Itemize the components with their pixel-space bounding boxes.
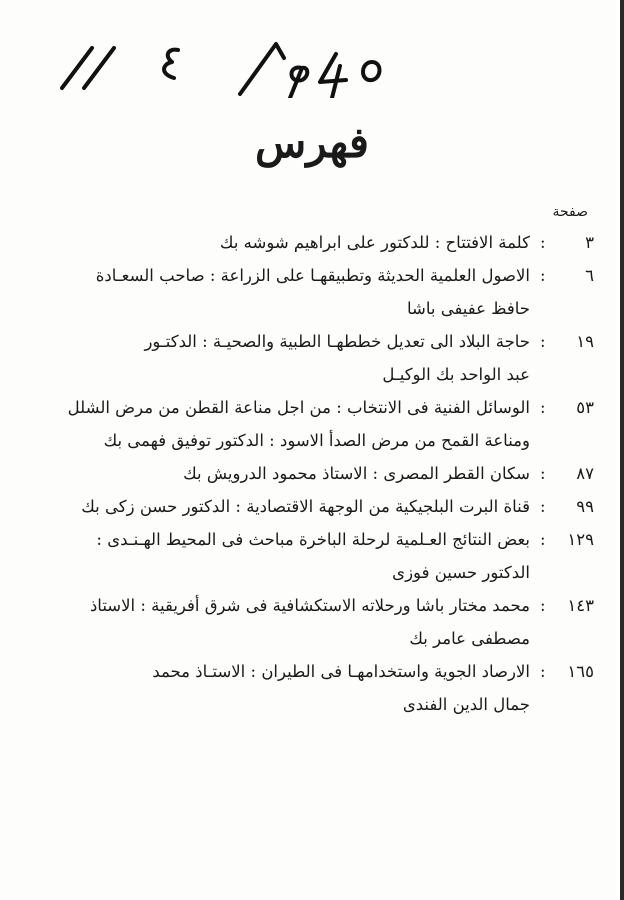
- toc-entry-text: [14, 457, 530, 490]
- handwritten-date-strokes: [40, 18, 420, 98]
- toc-page-number: ١٩: [576, 332, 594, 351]
- toc-separator: :: [540, 266, 546, 285]
- toc-entry-line: عبد الواحد بك الوكيـل: [382, 365, 530, 384]
- toc-entry-line: الاصول العلمية الحديثة وتطبيقهـا على الزراعة : صاحب السعـادة: [95, 266, 530, 285]
- toc-page-number: ١٢٩: [567, 530, 594, 549]
- toc-entry-line: سكان القطر المصرى : الاستاذ محمود الدرويش بك: [183, 464, 530, 483]
- toc-entry-line: الارصاد الجوية واستخدامهـا فى الطيران : الاستـاذ محمد: [152, 662, 530, 681]
- toc-separator: :: [540, 332, 546, 351]
- toc-entry-text: [14, 325, 530, 391]
- toc-entry-text: [14, 226, 530, 259]
- toc-page-number: ٦: [585, 266, 594, 285]
- toc-entry: [14, 391, 594, 457]
- toc-entry-line: الدكتور حسين فوزى: [392, 563, 530, 582]
- toc-page-cell: [530, 259, 594, 292]
- toc-entry-line: مصطفى عامر بك: [409, 629, 530, 648]
- toc-separator: :: [540, 398, 546, 417]
- toc-separator: :: [540, 530, 546, 549]
- toc-page-number: ٥٣: [576, 398, 594, 417]
- table-of-contents: [14, 226, 594, 721]
- toc-entry-line: محمد مختار باشا ورحلاته الاستكشافية فى شرق أفريقية : الاستاذ: [89, 596, 530, 615]
- toc-page-cell: [530, 457, 594, 490]
- toc-entry-line: حافظ عفيفى باشا: [406, 299, 530, 318]
- toc-separator: :: [540, 596, 546, 615]
- toc-entry-text: [14, 490, 530, 523]
- toc-entry-text: [14, 523, 530, 589]
- toc-entry-line: كلمة الافتتاح : للدكتور على ابراهيم شوشه بك: [219, 233, 530, 252]
- toc-page-number: ٨٧: [576, 464, 594, 483]
- toc-entry-text: [14, 259, 530, 325]
- toc-page-cell: [530, 589, 594, 622]
- toc-separator: :: [540, 233, 546, 252]
- toc-entry-text: [14, 391, 530, 457]
- page-title: فهرس: [255, 118, 369, 167]
- toc-entry-line: ومناعة القمح من مرض الصدأ الاسود : الدكتور توفيق فهمى بك: [103, 431, 530, 450]
- toc-entry: [14, 325, 594, 391]
- toc-page-number: ١٦٥: [567, 662, 594, 681]
- toc-page-number: ٣: [585, 233, 594, 252]
- toc-separator: :: [540, 662, 546, 681]
- toc-page-cell: [530, 325, 594, 358]
- toc-page-cell: [530, 490, 594, 523]
- toc-page-number: ١٤٣: [567, 596, 594, 615]
- toc-page-cell: [530, 391, 594, 424]
- toc-entry: [14, 655, 594, 721]
- toc-entry-text: [14, 589, 530, 655]
- toc-entry: [14, 457, 594, 490]
- toc-entry: [14, 589, 594, 655]
- toc-page-number: ٩٩: [576, 497, 594, 516]
- toc-entry: [14, 523, 594, 589]
- page-column-header: صفحة: [552, 204, 588, 220]
- toc-page-cell: [530, 655, 594, 688]
- toc-entry-text: [14, 655, 530, 721]
- toc-separator: :: [540, 464, 546, 483]
- toc-entry-line: حاجة البلاد الى تعديل خططهـا الطبية والصحيـة : الدكتـور: [144, 332, 530, 351]
- toc-separator: :: [540, 497, 546, 516]
- toc-entry: [14, 259, 594, 325]
- toc-entry-line: جمال الدين الفندى: [402, 695, 530, 714]
- toc-entry: [14, 226, 594, 259]
- handwritten-date-note: [40, 18, 420, 98]
- toc-entry-line: بعض النتائج العـلمية لرحلة الباخرة مباحث فى المحيط الهـنـدى :: [96, 530, 530, 549]
- toc-entry-line: الوسائل الفنية فى الانتخاب : من اجل مناعة القطن من مرض الشلل: [67, 398, 530, 417]
- toc-entry: [14, 490, 594, 523]
- toc-page-cell: [530, 523, 594, 556]
- toc-entry-line: قناة البرت البلجيكية من الوجهة الاقتصادية : الدكتور حسن زكى بك: [81, 497, 530, 516]
- toc-page-cell: [530, 226, 594, 259]
